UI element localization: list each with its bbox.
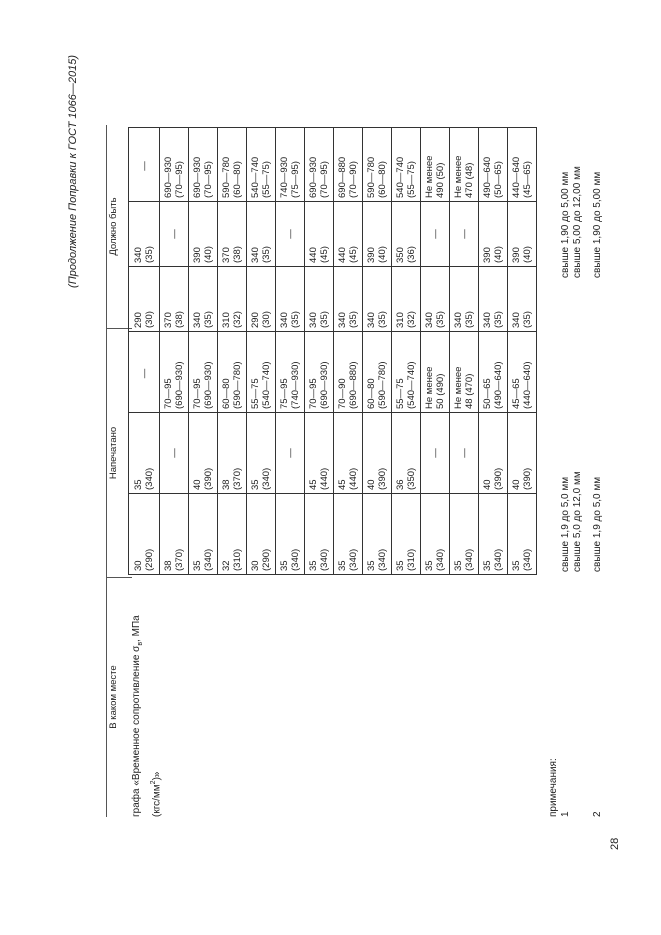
header-should-be: Должно быть	[108, 197, 119, 256]
cell-line: 440—640	[511, 156, 522, 198]
cell-line: 75—95	[279, 378, 290, 409]
should-value-2	[421, 202, 450, 267]
cell-line: (32)	[406, 311, 417, 328]
cell-line: 35	[482, 560, 493, 571]
cell-line: (690—930)	[174, 361, 185, 409]
should-value-3	[450, 128, 479, 202]
cell-line: 38	[163, 560, 174, 571]
cell-line: 35	[133, 479, 144, 490]
printed-value-2	[247, 413, 276, 494]
cell-line: (340)	[290, 548, 301, 571]
table-row	[508, 128, 537, 575]
cell-line: 35	[395, 560, 406, 571]
cell-line: (35)	[144, 246, 155, 263]
cell-line: 36	[395, 479, 406, 490]
cell-line: 35	[192, 560, 203, 571]
cell-line: (310)	[406, 548, 417, 571]
should-value-2	[363, 202, 392, 267]
where-line-2: $(кгс/мм^2)$»	[150, 771, 163, 817]
cell-line: (340)	[348, 548, 359, 571]
should-value-3	[305, 128, 334, 202]
printed-value-3	[129, 332, 160, 413]
cell-line: (40)	[522, 246, 533, 263]
cell-line: 490 (50)	[435, 162, 446, 198]
table-row	[276, 128, 305, 575]
cell-line: (40)	[377, 246, 388, 263]
cell-line: —	[458, 229, 470, 239]
cell-line: (45—65)	[522, 161, 533, 198]
cell-line: (35)	[464, 311, 475, 328]
cell-line: (35)	[377, 311, 388, 328]
cell-line: (690—880)	[348, 361, 359, 409]
note-1-printed-b: свыше 5,0 до 12,0 мм	[572, 471, 583, 572]
cell-line: 50—65	[482, 378, 493, 409]
should-value-2	[334, 202, 363, 267]
cell-line: —	[284, 448, 296, 458]
cell-line: 340	[308, 312, 319, 328]
cell-line: (35)	[348, 311, 359, 328]
header-printed: Напечатано	[108, 426, 119, 480]
should-value-3	[392, 128, 421, 202]
cell-line: (340)	[203, 548, 214, 571]
printed-value-2	[450, 413, 479, 494]
cell-line: (390)	[522, 467, 533, 490]
cell-line: 340	[511, 312, 522, 328]
table-row	[247, 128, 276, 575]
cell-line: (440)	[319, 467, 330, 490]
cell-line: 690—930	[163, 156, 174, 198]
cell-line: —	[458, 448, 470, 458]
cell-line: (440)	[348, 467, 359, 490]
table-row	[305, 128, 334, 575]
cell-line: 30	[133, 560, 144, 571]
printed-value-3	[218, 332, 247, 413]
cell-line: Не менее	[424, 366, 435, 409]
where-column-text	[130, 582, 163, 817]
should-value-1	[129, 267, 160, 332]
cell-line: 55—75	[395, 378, 406, 409]
printed-value-1	[247, 494, 276, 575]
printed-value-2	[479, 413, 508, 494]
cell-line: (30)	[144, 311, 155, 328]
cell-line: —	[429, 448, 441, 458]
cell-line: 540—740	[250, 156, 261, 198]
cell-line: (35)	[319, 311, 330, 328]
cell-line: 340	[133, 247, 144, 263]
cell-line: (340)	[319, 548, 330, 571]
cell-line: 470 (48)	[464, 162, 475, 198]
should-value-2	[479, 202, 508, 267]
should-value-1	[508, 267, 537, 332]
cell-line: (70—95)	[174, 161, 185, 198]
cell-line: 70—95	[192, 378, 203, 409]
cell-line: 540—740	[395, 156, 406, 198]
cell-line: (350)	[406, 467, 417, 490]
cell-line: (60—80)	[377, 161, 388, 198]
cell-line: 38	[221, 479, 232, 490]
cell-line: (35)	[522, 311, 533, 328]
cell-line: (340)	[377, 548, 388, 571]
printed-value-1	[392, 494, 421, 575]
cell-line: 340	[250, 247, 261, 263]
cell-line: 40	[192, 479, 203, 490]
should-value-1	[276, 267, 305, 332]
cell-line: 340	[192, 312, 203, 328]
printed-value-3	[508, 332, 537, 413]
cell-line: 390	[192, 247, 203, 263]
cell-line: 690—930	[308, 156, 319, 198]
cell-line: (35)	[493, 311, 504, 328]
should-value-2	[392, 202, 421, 267]
printed-value-1	[276, 494, 305, 575]
cell-line: (35)	[290, 311, 301, 328]
table-row	[160, 128, 189, 575]
should-value-2	[189, 202, 218, 267]
cell-line: (35)	[261, 246, 272, 263]
cell-line: (740—930)	[290, 361, 301, 409]
should-value-2	[160, 202, 189, 267]
cell-line: 40	[482, 479, 493, 490]
cell-line: (35)	[435, 311, 446, 328]
cell-line: 390	[511, 247, 522, 263]
cell-line: 370	[221, 247, 232, 263]
table-row	[479, 128, 508, 575]
cell-line: (340)	[464, 548, 475, 571]
note-2-should: свыше 1,90 до 5,00 мм	[592, 171, 603, 278]
cell-line: 35	[511, 560, 522, 571]
cell-line: Не менее	[453, 155, 464, 198]
table-row	[392, 128, 421, 575]
cell-line: 35	[453, 560, 464, 571]
cell-line: (490—640)	[493, 361, 504, 409]
printed-value-1	[363, 494, 392, 575]
cell-line: 70—95	[163, 378, 174, 409]
note-1-should-a: свыше 1,90 до 5,00 мм	[560, 171, 571, 278]
cell-line: 440	[308, 247, 319, 263]
note-1-number: 1	[560, 811, 571, 817]
printed-value-3	[334, 332, 363, 413]
should-value-1	[479, 267, 508, 332]
printed-value-1	[160, 494, 189, 575]
table-row	[421, 128, 450, 575]
cell-line: (35)	[203, 311, 214, 328]
cell-line: 70—95	[308, 378, 319, 409]
cell-line: Не менее	[453, 366, 464, 409]
should-value-1	[160, 267, 189, 332]
should-value-2	[247, 202, 276, 267]
should-value-2	[218, 202, 247, 267]
cell-line: 590—780	[366, 156, 377, 198]
cell-line: —	[429, 229, 441, 239]
cell-line: 490—640	[482, 156, 493, 198]
cell-line: (540—740)	[406, 361, 417, 409]
printed-value-2	[305, 413, 334, 494]
should-value-1	[334, 267, 363, 332]
printed-value-2	[392, 413, 421, 494]
cell-line: (340)	[493, 548, 504, 571]
cell-line: (390)	[493, 467, 504, 490]
printed-value-1	[334, 494, 363, 575]
printed-value-2	[508, 413, 537, 494]
cell-line: 390	[482, 247, 493, 263]
printed-value-3	[276, 332, 305, 413]
should-value-1	[247, 267, 276, 332]
cell-line: (340)	[144, 467, 155, 490]
should-value-3	[363, 128, 392, 202]
cell-line: (38)	[174, 311, 185, 328]
cell-line: (690—930)	[319, 361, 330, 409]
header-rule	[106, 125, 107, 817]
should-value-3	[276, 128, 305, 202]
printed-value-3	[189, 332, 218, 413]
note-2-printed: свыше 1,9 до 5,0 мм	[592, 476, 603, 572]
cell-line: 45	[337, 479, 348, 490]
cell-line: 40	[511, 479, 522, 490]
cell-line: 35	[337, 560, 348, 571]
printed-value-3	[392, 332, 421, 413]
cell-line: —	[284, 229, 296, 239]
cell-line: (40)	[493, 246, 504, 263]
values-table	[128, 127, 537, 575]
cell-line: —	[138, 161, 150, 171]
cell-line: (390)	[377, 467, 388, 490]
printed-value-2	[421, 413, 450, 494]
cell-line: 45	[308, 479, 319, 490]
should-value-1	[392, 267, 421, 332]
cell-line: (370)	[174, 548, 185, 571]
cell-line: (590—780)	[232, 361, 243, 409]
should-value-3	[218, 128, 247, 202]
printed-value-3	[247, 332, 276, 413]
should-value-2	[129, 202, 160, 267]
should-value-3	[421, 128, 450, 202]
should-value-1	[363, 267, 392, 332]
should-value-3	[129, 128, 160, 202]
cell-line: 340	[453, 312, 464, 328]
cell-line: (340)	[522, 548, 533, 571]
cell-line: 340	[424, 312, 435, 328]
cell-line: (290)	[144, 548, 155, 571]
cell-line: 590—780	[221, 156, 232, 198]
printed-value-2	[160, 413, 189, 494]
cell-line: 35	[250, 479, 261, 490]
cell-line: (60—80)	[232, 161, 243, 198]
printed-value-3	[450, 332, 479, 413]
cell-line: (70—95)	[203, 161, 214, 198]
printed-value-2	[334, 413, 363, 494]
cell-line: (310)	[232, 548, 243, 571]
printed-value-3	[363, 332, 392, 413]
printed-value-2	[276, 413, 305, 494]
printed-value-3	[421, 332, 450, 413]
cell-line: 390	[366, 247, 377, 263]
cell-line: 55—75	[250, 378, 261, 409]
should-value-2	[508, 202, 537, 267]
cell-line: 35	[308, 560, 319, 571]
cell-line: 35	[366, 560, 377, 571]
printed-value-2	[129, 413, 160, 494]
should-value-1	[305, 267, 334, 332]
header-where: В каком месте	[108, 665, 119, 729]
cell-line: 690—880	[337, 156, 348, 198]
cell-line: (370)	[232, 467, 243, 490]
cell-line: 290	[133, 312, 144, 328]
cell-line: (390)	[203, 467, 214, 490]
printed-value-1	[421, 494, 450, 575]
cell-line: (36)	[406, 246, 417, 263]
printed-value-2	[363, 413, 392, 494]
cell-line: (590—780)	[377, 361, 388, 409]
note-2-number: 2	[592, 811, 603, 817]
should-value-3	[508, 128, 537, 202]
cell-line: 370	[163, 312, 174, 328]
table-row	[450, 128, 479, 575]
printed-value-3	[479, 332, 508, 413]
note-1-should-b: свыше 5,00 до 12,00 мм	[572, 166, 583, 278]
should-value-3	[160, 128, 189, 202]
cell-line: 290	[250, 312, 261, 328]
note-1-printed-a: свыше 1,9 до 5,0 мм	[560, 476, 571, 572]
should-value-1	[450, 267, 479, 332]
cell-line: 45—65	[511, 378, 522, 409]
cell-line: 60—80	[221, 378, 232, 409]
cell-line: (70—95)	[319, 161, 330, 198]
printed-value-1	[450, 494, 479, 575]
cell-line: 310	[395, 312, 406, 328]
cell-line: 70—90	[337, 378, 348, 409]
should-value-3	[479, 128, 508, 202]
cell-line: (55—75)	[261, 161, 272, 198]
cell-line: 30	[250, 560, 261, 571]
printed-value-1	[129, 494, 160, 575]
printed-value-2	[218, 413, 247, 494]
should-value-3	[189, 128, 218, 202]
cell-line: (40)	[203, 246, 214, 263]
cell-line: (50—65)	[493, 161, 504, 198]
cell-line: 740—930	[279, 156, 290, 198]
table-row	[218, 128, 247, 575]
table-row	[363, 128, 392, 575]
should-value-1	[189, 267, 218, 332]
should-value-1	[421, 267, 450, 332]
cell-line: 340	[337, 312, 348, 328]
where-line-1: графа «Временное сопротивление $\sigma_в$, МПа	[131, 615, 144, 817]
printed-value-1	[305, 494, 334, 575]
printed-value-1	[189, 494, 218, 575]
cell-line: 340	[366, 312, 377, 328]
printed-value-3	[160, 332, 189, 413]
cell-line: (45)	[319, 246, 330, 263]
notes-label: примечания:	[548, 758, 559, 817]
cell-line: Не менее	[424, 155, 435, 198]
cell-line: 60—80	[366, 378, 377, 409]
cell-line: (75—95)	[290, 161, 301, 198]
cell-line: 690—930	[192, 156, 203, 198]
cell-line: 40	[366, 479, 377, 490]
cell-line: (45)	[348, 246, 359, 263]
cell-line: (340)	[261, 467, 272, 490]
cell-line: 310	[221, 312, 232, 328]
cell-line: 32	[221, 560, 232, 571]
printed-value-3	[305, 332, 334, 413]
cell-line: —	[138, 368, 150, 379]
cell-line: 50 (490)	[435, 373, 446, 409]
cell-line: —	[168, 229, 180, 239]
cell-line: 48 (470)	[464, 373, 475, 409]
cell-line: (38)	[232, 246, 243, 263]
should-value-3	[334, 128, 363, 202]
cell-line: (440—640)	[522, 361, 533, 409]
cell-line: 350	[395, 247, 406, 263]
cell-line: —	[168, 448, 180, 458]
should-value-2	[305, 202, 334, 267]
printed-value-1	[479, 494, 508, 575]
printed-value-1	[218, 494, 247, 575]
cell-line: 35	[424, 560, 435, 571]
table-row	[189, 128, 218, 575]
cell-line: (55—75)	[406, 161, 417, 198]
cell-line: 340	[279, 312, 290, 328]
table-row	[129, 128, 160, 575]
cell-line: 440	[337, 247, 348, 263]
document-title: (Продолжение Поправки к ГОСТ 1066—2015)	[67, 55, 79, 288]
cell-line: (340)	[435, 548, 446, 571]
table-row	[334, 128, 363, 575]
cell-line: (70—90)	[348, 161, 359, 198]
should-value-2	[276, 202, 305, 267]
printed-value-1	[508, 494, 537, 575]
page-number: 28	[609, 837, 621, 850]
should-value-1	[218, 267, 247, 332]
cell-line: (32)	[232, 311, 243, 328]
printed-value-2	[189, 413, 218, 494]
cell-line: (30)	[261, 311, 272, 328]
should-value-3	[247, 128, 276, 202]
cell-line: (690—930)	[203, 361, 214, 409]
cell-line: (540—740)	[261, 361, 272, 409]
should-value-2	[450, 202, 479, 267]
cell-line: 35	[279, 560, 290, 571]
cell-line: (290)	[261, 548, 272, 571]
cell-line: 340	[482, 312, 493, 328]
